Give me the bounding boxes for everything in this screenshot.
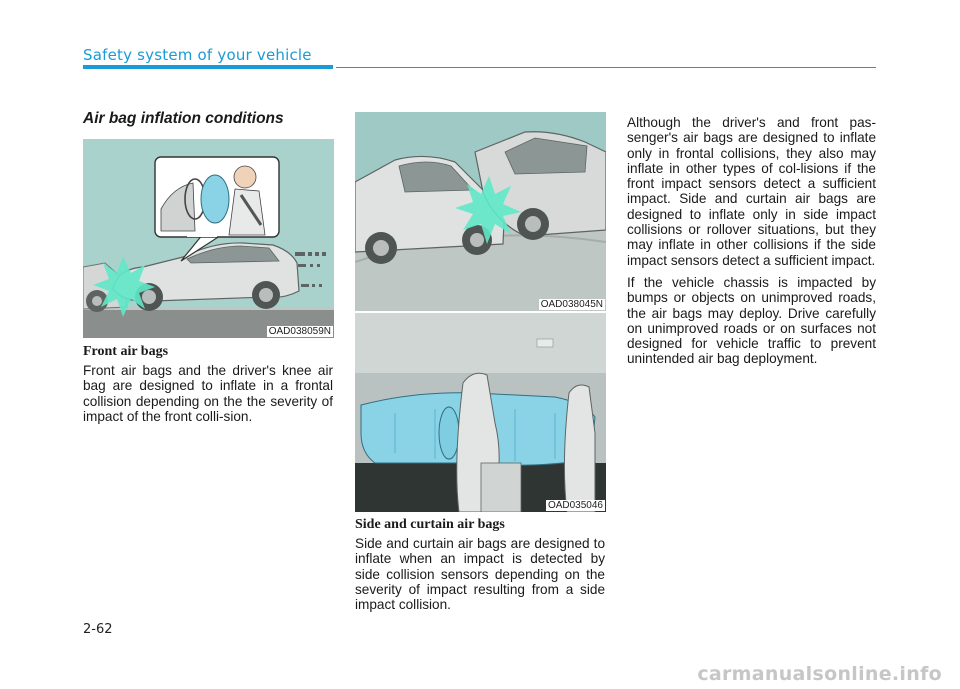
curtain-airbag-drawing bbox=[355, 313, 606, 512]
right-column-text bbox=[627, 115, 876, 367]
paragraph-front-air-bags: Front air bags and the driver's knee air bag are designed to inflate in a frontal collision depending on the the severity of impact of the front colli-sion. bbox=[83, 363, 333, 424]
watermark: carmanualsonline.info bbox=[697, 663, 942, 685]
paragraph-inflation-other-collisions: Although the driver's and front pas-senger's air bags are designed to inflate only in frontal collisions, they also may inflate in other types of col-lisions if the front impact sensors detect a sufficient impact. Side and curtain air bags are designed to inflate only in side impact collisions or rollover situations, but they may inflate in other collisions if the side impact sensors detect a sufficient impact. bbox=[627, 115, 876, 268]
paragraph-unimproved-roads: If the vehicle chassis is impacted by bumps or objects on unimproved roads, the air bags may deploy. Drive carefully on unimproved roads or on surfaces not designed for vehicle traffic to prevent unintended air bag deployment. bbox=[627, 274, 876, 367]
subheading-side-curtain-air-bags: Side and curtain air bags bbox=[355, 517, 505, 532]
subheading-front-air-bags: Front air bags bbox=[83, 344, 169, 359]
figure-code: OAD035046 bbox=[547, 500, 603, 511]
side-collision-illustration bbox=[355, 112, 606, 311]
header-rule-accent bbox=[83, 65, 333, 69]
paragraph-side-curtain-air-bags: Side and curtain air bags are designed to inflate when an impact is detected by side collision sensors depending on the severity of impact resulting from a side impact collision. bbox=[355, 536, 605, 613]
section-heading: Air bag inflation conditions bbox=[83, 110, 284, 127]
figure-code: OAD038059N bbox=[268, 326, 331, 337]
curtain-airbag-illustration bbox=[355, 313, 606, 512]
front-collision-drawing bbox=[83, 139, 334, 338]
figure-code: OAD038045N bbox=[540, 299, 603, 310]
header-rule-line bbox=[336, 67, 876, 68]
section-title: Safety system of your vehicle bbox=[83, 46, 312, 64]
page-number: 2-62 bbox=[83, 622, 113, 637]
front-airbag-illustration bbox=[83, 139, 334, 338]
side-collision-drawing bbox=[355, 112, 606, 311]
